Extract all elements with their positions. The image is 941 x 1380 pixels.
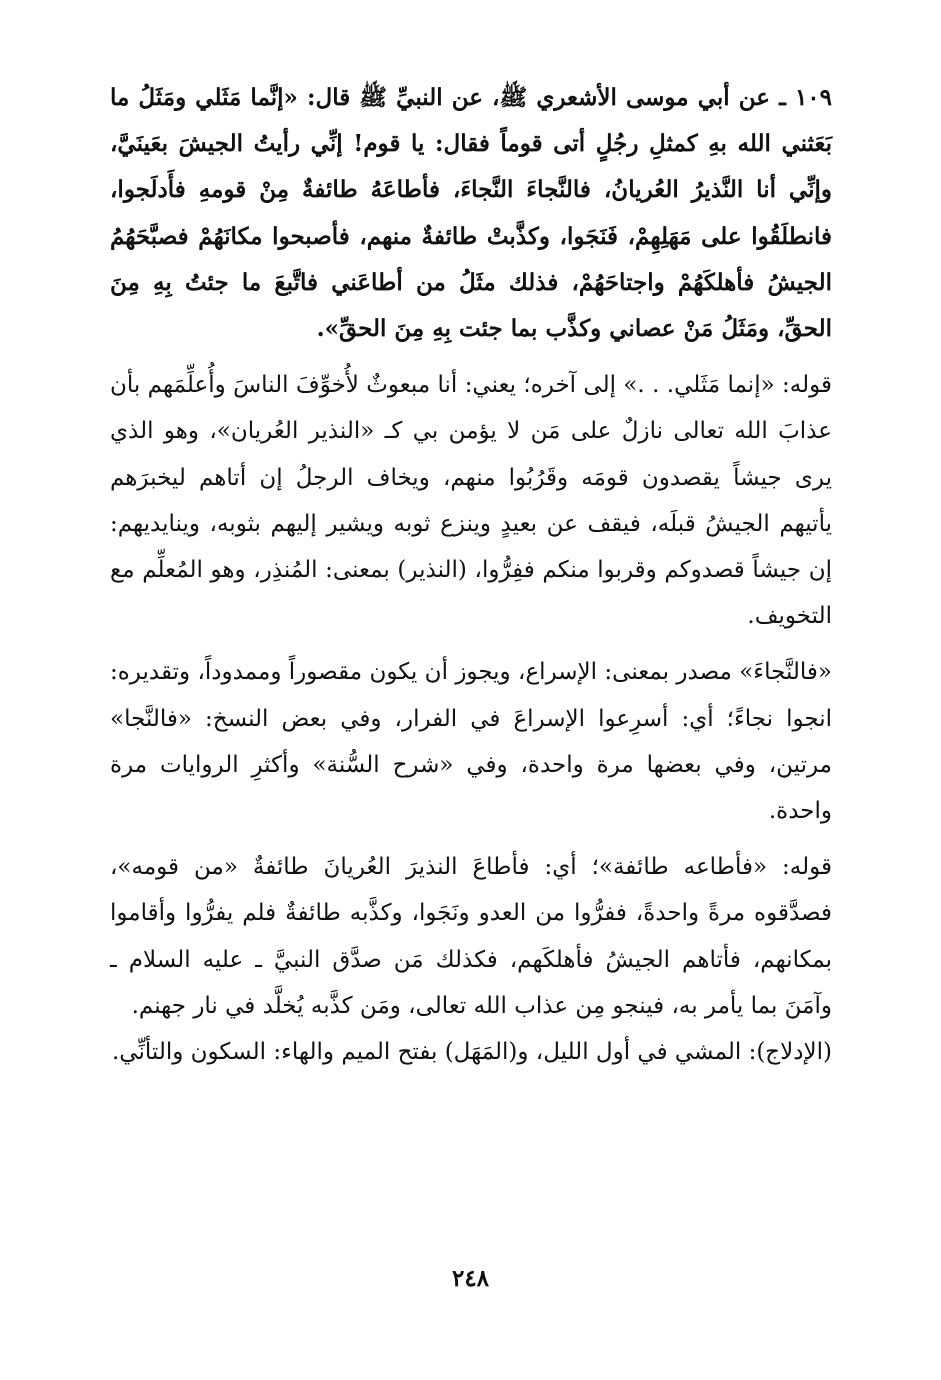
commentary-paragraph-1: قوله: «إنما مَثَلي. . .» إلى آخره؛ يعني: أنا مبعوثٌ لأُخوِّفَ الناسَ وأُعلِّمَهم بأن عذابَ الله تعالى نازلٌ على مَن لا يؤمن بي كـ «النذير العُريان»، وهو الذي يرى جيشاً يقصدون قومَه وقَرُبُوا منهم، ويخاف الرجلُ إن أتاهم ليخبرَهم يأتيهم الجيشُ قبلَه، فيقف عن بعيدٍ وينزع ثوبه ويشير إليهم بثوبه، وينايديهم: إن جيشاً قصدوكم وقربوا منكم ففِرُّوا، (النذير) بمعنى: المُنذِر، وهو المُعلِّم مع التخويف. — [110, 372, 832, 630]
commentary-paragraph-2: «فالنَّجاءَ» مصدر بمعنى: الإسراع، ويجوز أن يكون مقصوراً وممدوداً، وتقديره: انجوا نجاءً؛ أي: أسرِعوا الإسراعَ في الفرار، وفي بعض النسخ: «فالنَّجا» مرتين، وفي بعضها مرة واحدة، وفي «شرح السُّنة» وأكثرِ الروايات مرة واحدة. — [110, 659, 832, 825]
commentary-paragraph-4: (الإدلاج): المشي في أول الليل، و(المَهَل) بفتح الميم والهاء: السكون والتأنِّي. — [111, 1039, 832, 1066]
page-body — [110, 75, 832, 1075]
commentary-paragraph-3: قوله: «فأطاعه طائفة»؛ أي: فأطاعَ النذيرَ العُريانَ طائفةٌ «من قومه»، فصدَّقوه مرةً واحدةً، ففرُّوا من العدو ونَجَوا، وكذَّبه طائفةٌ فلم يفرُّوا وأقاموا بمكانهم، فأتاهم الجيشُ فأهلكَهم، فكذلك مَن صدَّق النبيَّ ـ عليه السلام ـ وآمَنَ بما يأمر به، فينجو مِن عذاب الله تعالى، ومَن كذَّبه يُخلَّد في نار جهنم. — [110, 854, 832, 1019]
hadith-paragraph: ١٠٩ ـ عن أبي موسى الأشعري ﷺ، عن النبيِّ ﷺ قال: «إنَّما مَثَلي ومَثَلُ ما بَعَثني الله بهِ كمثلِ رجُلٍ أتى قوماً فقال: يا قوم! إنِّي رأيتُ الجيشَ بعَينَيَّ، وإنِّي أنا النَّذيرُ العُريانُ، فالنَّجاءَ النَّجاءَ، فأطاعَهُ طائفةٌ مِنْ قومهِ فأَدلَجوا، فانطلَقُوا على مَهَلِهِمْ، فَنَجَوا، وكذَّبتْ طائفةٌ منهم، فأصبحوا مكانَهُمْ فصبَّحَهُمُ الجيشُ فأهلكَهُمْ واجتاحَهُمْ، فذلك مثَلُ من أطاعَني فاتَّبعَ ما جئتُ بِهِ مِنَ الحقِّ، ومَثَلُ مَنْ عصاني وكذَّب بما جئت بِهِ مِنَ الحقِّ». — [110, 84, 832, 343]
page-number: ٢٤٨ — [451, 1265, 490, 1292]
